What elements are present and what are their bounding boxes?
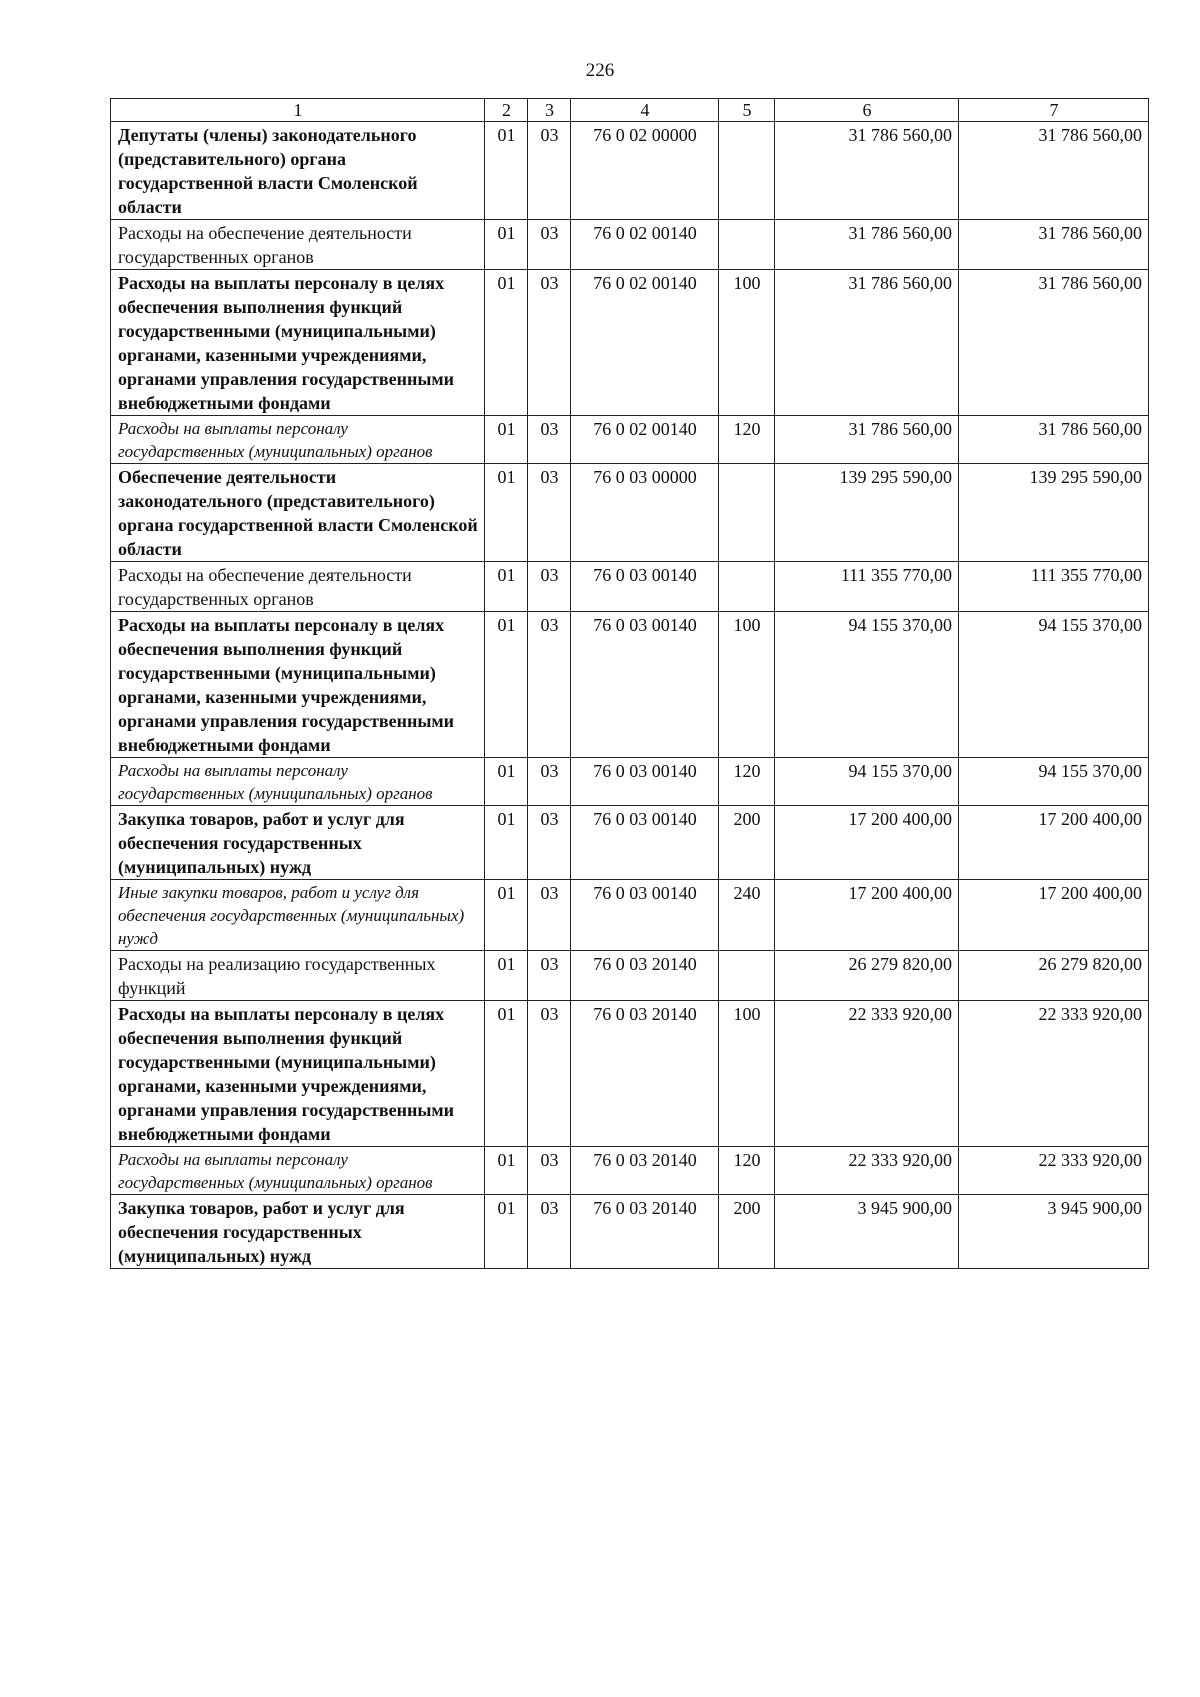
section-code: 01 [485, 416, 528, 464]
expense-kind-code: 100 [719, 612, 775, 758]
target-article-code: 76 0 02 00000 [571, 122, 719, 220]
expense-name: Расходы на обеспечение деятельности государственных органов [111, 220, 485, 270]
section-code: 01 [485, 758, 528, 806]
target-article-code: 76 0 02 00140 [571, 270, 719, 416]
amount-year-2: 31 786 560,00 [959, 122, 1149, 220]
subsection-code: 03 [528, 220, 571, 270]
expense-kind-code: 120 [719, 416, 775, 464]
amount-year-1: 17 200 400,00 [775, 880, 959, 951]
expense-kind-code: 120 [719, 1147, 775, 1195]
expense-kind-code: 100 [719, 270, 775, 416]
subsection-code: 03 [528, 464, 571, 562]
expense-name: Расходы на выплаты персоналу в целях обеспечения выполнения функций государственными (муниципальными) органами, казенными учреждениями, органами управления государственными внебюджетными фондами [111, 612, 485, 758]
target-article-code: 76 0 03 00140 [571, 806, 719, 880]
expense-name: Расходы на реализацию государственных функций [111, 951, 485, 1001]
amount-year-2: 17 200 400,00 [959, 806, 1149, 880]
expense-name: Расходы на выплаты персоналу государственных (муниципальных) органов [111, 1147, 485, 1195]
amount-year-1: 22 333 920,00 [775, 1147, 959, 1195]
amount-year-1: 139 295 590,00 [775, 464, 959, 562]
amount-year-2: 139 295 590,00 [959, 464, 1149, 562]
subsection-code: 03 [528, 880, 571, 951]
amount-year-1: 94 155 370,00 [775, 612, 959, 758]
section-code: 01 [485, 270, 528, 416]
expense-kind-code: 200 [719, 1195, 775, 1269]
amount-year-1: 111 355 770,00 [775, 562, 959, 612]
amount-year-1: 3 945 900,00 [775, 1195, 959, 1269]
expense-name: Закупка товаров, работ и услуг для обеспечения государственных (муниципальных) нужд [111, 1195, 485, 1269]
amount-year-2: 26 279 820,00 [959, 951, 1149, 1001]
subsection-code: 03 [528, 122, 571, 220]
section-code: 01 [485, 806, 528, 880]
amount-year-1: 22 333 920,00 [775, 1001, 959, 1147]
section-code: 01 [485, 1195, 528, 1269]
expense-kind-code [719, 122, 775, 220]
section-code: 01 [485, 951, 528, 1001]
column-header: 5 [719, 99, 775, 122]
table-row [111, 1195, 1149, 1269]
table-row [111, 880, 1149, 951]
amount-year-2: 31 786 560,00 [959, 220, 1149, 270]
table-row [111, 416, 1149, 464]
section-code: 01 [485, 220, 528, 270]
target-article-code: 76 0 03 00140 [571, 880, 719, 951]
target-article-code: 76 0 03 00140 [571, 612, 719, 758]
target-article-code: 76 0 03 20140 [571, 951, 719, 1001]
amount-year-2: 31 786 560,00 [959, 270, 1149, 416]
expense-name: Расходы на выплаты персоналу государственных (муниципальных) органов [111, 758, 485, 806]
expense-kind-code [719, 220, 775, 270]
expense-kind-code [719, 562, 775, 612]
expense-kind-code: 120 [719, 758, 775, 806]
table-row [111, 612, 1149, 758]
section-code: 01 [485, 612, 528, 758]
subsection-code: 03 [528, 562, 571, 612]
table-row [111, 758, 1149, 806]
subsection-code: 03 [528, 270, 571, 416]
target-article-code: 76 0 02 00140 [571, 220, 719, 270]
target-article-code: 76 0 03 20140 [571, 1001, 719, 1147]
target-article-code: 76 0 03 00140 [571, 562, 719, 612]
section-code: 01 [485, 562, 528, 612]
section-code: 01 [485, 464, 528, 562]
table-row [111, 122, 1149, 220]
table-row [111, 270, 1149, 416]
expense-name: Расходы на выплаты персоналу в целях обеспечения выполнения функций государственными (муниципальными) органами, казенными учреждениями, органами управления государственными внебюджетными фондами [111, 270, 485, 416]
table-row [111, 1001, 1149, 1147]
expense-name: Депутаты (члены) законодательного (представительного) органа государственной власти Смоленской области [111, 122, 485, 220]
expense-name: Расходы на выплаты персоналу государственных (муниципальных) органов [111, 416, 485, 464]
table-row [111, 220, 1149, 270]
amount-year-1: 31 786 560,00 [775, 220, 959, 270]
table-body [111, 122, 1149, 1269]
amount-year-1: 31 786 560,00 [775, 416, 959, 464]
amount-year-2: 3 945 900,00 [959, 1195, 1149, 1269]
expense-kind-code: 240 [719, 880, 775, 951]
subsection-code: 03 [528, 1001, 571, 1147]
expense-name: Обеспечение деятельности законодательного (представительного) органа государственной власти Смоленской области [111, 464, 485, 562]
budget-table [110, 98, 1149, 1269]
table-row [111, 951, 1149, 1001]
amount-year-2: 22 333 920,00 [959, 1147, 1149, 1195]
amount-year-2: 22 333 920,00 [959, 1001, 1149, 1147]
column-header: 3 [528, 99, 571, 122]
expense-kind-code: 100 [719, 1001, 775, 1147]
subsection-code: 03 [528, 951, 571, 1001]
section-code: 01 [485, 1147, 528, 1195]
amount-year-2: 94 155 370,00 [959, 612, 1149, 758]
target-article-code: 76 0 02 00140 [571, 416, 719, 464]
header-row [111, 99, 1149, 122]
column-header: 1 [111, 99, 485, 122]
amount-year-2: 111 355 770,00 [959, 562, 1149, 612]
column-header: 2 [485, 99, 528, 122]
subsection-code: 03 [528, 758, 571, 806]
expense-kind-code [719, 951, 775, 1001]
section-code: 01 [485, 122, 528, 220]
expense-kind-code: 200 [719, 806, 775, 880]
column-header: 7 [959, 99, 1149, 122]
amount-year-1: 31 786 560,00 [775, 270, 959, 416]
amount-year-1: 94 155 370,00 [775, 758, 959, 806]
subsection-code: 03 [528, 1147, 571, 1195]
amount-year-1: 26 279 820,00 [775, 951, 959, 1001]
amount-year-2: 94 155 370,00 [959, 758, 1149, 806]
expense-name: Расходы на обеспечение деятельности государственных органов [111, 562, 485, 612]
target-article-code: 76 0 03 00000 [571, 464, 719, 562]
table-row [111, 562, 1149, 612]
amount-year-1: 31 786 560,00 [775, 122, 959, 220]
table-row [111, 806, 1149, 880]
column-header: 6 [775, 99, 959, 122]
expense-kind-code [719, 464, 775, 562]
target-article-code: 76 0 03 20140 [571, 1195, 719, 1269]
section-code: 01 [485, 1001, 528, 1147]
amount-year-2: 31 786 560,00 [959, 416, 1149, 464]
subsection-code: 03 [528, 612, 571, 758]
target-article-code: 76 0 03 20140 [571, 1147, 719, 1195]
column-header: 4 [571, 99, 719, 122]
expense-name: Иные закупки товаров, работ и услуг для обеспечения государственных (муниципальных) нужд [111, 880, 485, 951]
page-number: 226 [585, 60, 615, 81]
table-row [111, 1147, 1149, 1195]
expense-name: Закупка товаров, работ и услуг для обеспечения государственных (муниципальных) нужд [111, 806, 485, 880]
subsection-code: 03 [528, 1195, 571, 1269]
subsection-code: 03 [528, 806, 571, 880]
target-article-code: 76 0 03 00140 [571, 758, 719, 806]
amount-year-1: 17 200 400,00 [775, 806, 959, 880]
table-row [111, 464, 1149, 562]
expense-name: Расходы на выплаты персоналу в целях обеспечения выполнения функций государственными (муниципальными) органами, казенными учреждениями, органами управления государственными внебюджетными фондами [111, 1001, 485, 1147]
subsection-code: 03 [528, 416, 571, 464]
section-code: 01 [485, 880, 528, 951]
amount-year-2: 17 200 400,00 [959, 880, 1149, 951]
